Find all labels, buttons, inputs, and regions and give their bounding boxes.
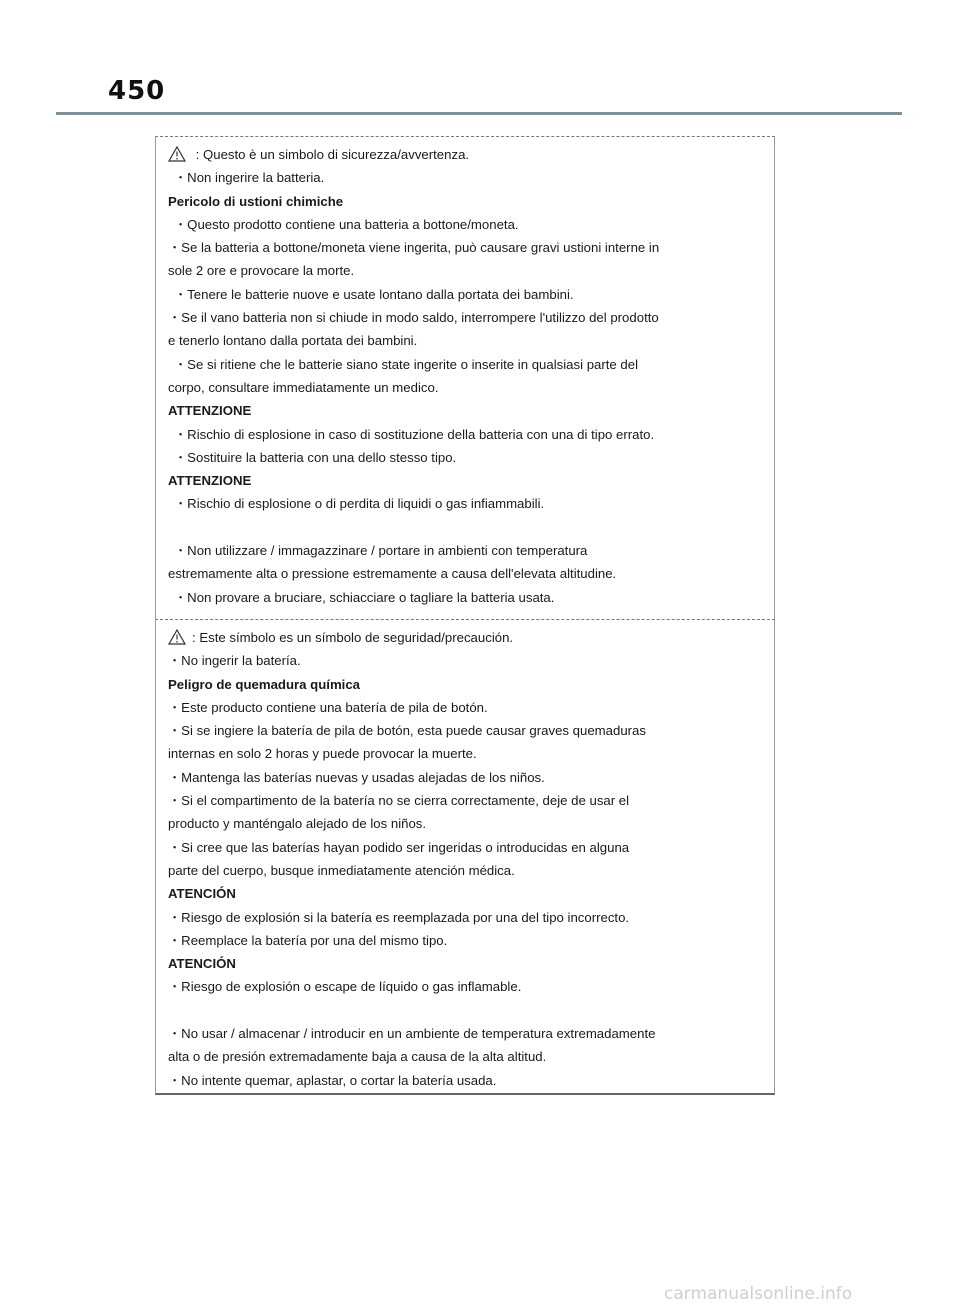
text-line: producto y manténgalo alejado de los niños.: [168, 816, 427, 832]
text-line: ・Rischio di esplosione o di perdita di liquidi o gas infiammabili.: [174, 496, 545, 512]
text-line: parte del cuerpo, busque inmediatamente atención médica.: [168, 862, 515, 878]
section-heading: Peligro de quemadura química: [168, 676, 360, 692]
text-line: ・Questo prodotto contiene una batteria a bottone/moneta.: [174, 216, 519, 232]
text-line: corpo, consultare immediatamente un medico.: [168, 379, 439, 395]
spacer: [168, 999, 774, 1022]
warning-triangle-icon: [168, 629, 186, 645]
header-rule: [56, 112, 902, 115]
safety-symbol-line: [168, 626, 774, 649]
spanish-safety-box: [155, 619, 775, 1095]
text-line: estremamente alta o pressione estremamente a causa dell'elevata altitudine.: [168, 566, 617, 582]
text-line: ・Se il vano batteria non si chiude in modo saldo, interrompere l'utilizzo del prodotto: [168, 310, 659, 326]
text-line: ・Mantenga las baterías nuevas y usadas alejadas de los niños.: [168, 769, 545, 785]
text-line: ・Rischio di esplosione in caso di sostituzione della batteria con una di tipo errato.: [174, 426, 655, 442]
warning-text: : Este símbolo es un símbolo de seguridad/precaución.: [192, 630, 514, 645]
text-line: ・Si cree que las baterías hayan podido ser ingeridas o introducidas en alguna: [168, 839, 630, 855]
italian-safety-box: [155, 136, 775, 619]
text-line: e tenerlo lontano dalla portata dei bambini.: [168, 333, 418, 349]
text-line: ・Este producto contiene una batería de pila de botón.: [168, 699, 488, 715]
text-line: ・Si el compartimento de la batería no se cierra correctamente, deje de usar el: [168, 793, 630, 809]
site-watermark: carmanualsonline.info: [664, 1284, 853, 1304]
text-line: ・Riesgo de explosión o escape de líquido o gas inflamable.: [168, 979, 522, 995]
text-line: alta o de presión extremadamente baja a causa de la alta altitud.: [168, 1049, 547, 1065]
safety-symbol-line: [168, 143, 774, 166]
text-line: ・Non provare a bruciare, schiacciare o tagliare la batteria usata.: [174, 589, 555, 605]
warning-text: : Questo è un simbolo di sicurezza/avvertenza.: [192, 147, 470, 162]
section-heading: ATTENZIONE: [168, 473, 252, 489]
text-line: ・Non ingerire la batteria.: [174, 170, 325, 186]
text-line: ・Non utilizzare / immagazzinare / portare in ambienti con temperatura: [174, 543, 588, 559]
spacer: [168, 516, 774, 539]
text-line: sole 2 ore e provocare la morte.: [168, 263, 355, 279]
text-line: ・Reemplace la batería por una del mismo tipo.: [168, 932, 448, 948]
text-line: ・Riesgo de explosión si la batería es reemplazada por una del tipo incorrecto.: [168, 909, 630, 925]
text-line: ・Se la batteria a bottone/moneta viene ingerita, può causare gravi ustioni interne in: [168, 240, 660, 256]
text-line: ・Se si ritiene che le batterie siano state ingerite o inserite in qualsiasi parte del: [174, 356, 639, 372]
warning-triangle-icon: [168, 146, 186, 162]
text-line: ・Tenere le batterie nuove e usate lontano dalla portata dei bambini.: [174, 286, 574, 302]
section-heading: ATTENZIONE: [168, 403, 252, 419]
page-number: 450: [108, 76, 166, 106]
text-line: ・No intente quemar, aplastar, o cortar la batería usada.: [168, 1072, 497, 1088]
section-heading: Pericolo di ustioni chimiche: [168, 193, 344, 209]
text-line: internas en solo 2 horas y puede provocar la muerte.: [168, 746, 477, 762]
text-line: ・No ingerir la batería.: [168, 653, 301, 669]
text-line: ・Sostituire la batteria con una dello stesso tipo.: [174, 449, 457, 465]
text-line: ・Si se ingiere la batería de pila de botón, esta puede causar graves quemaduras: [168, 723, 646, 739]
section-heading: ATENCIÓN: [168, 886, 236, 902]
text-line: ・No usar / almacenar / introducir en un ambiente de temperatura extremadamente: [168, 1026, 656, 1042]
section-heading: ATENCIÓN: [168, 956, 236, 972]
